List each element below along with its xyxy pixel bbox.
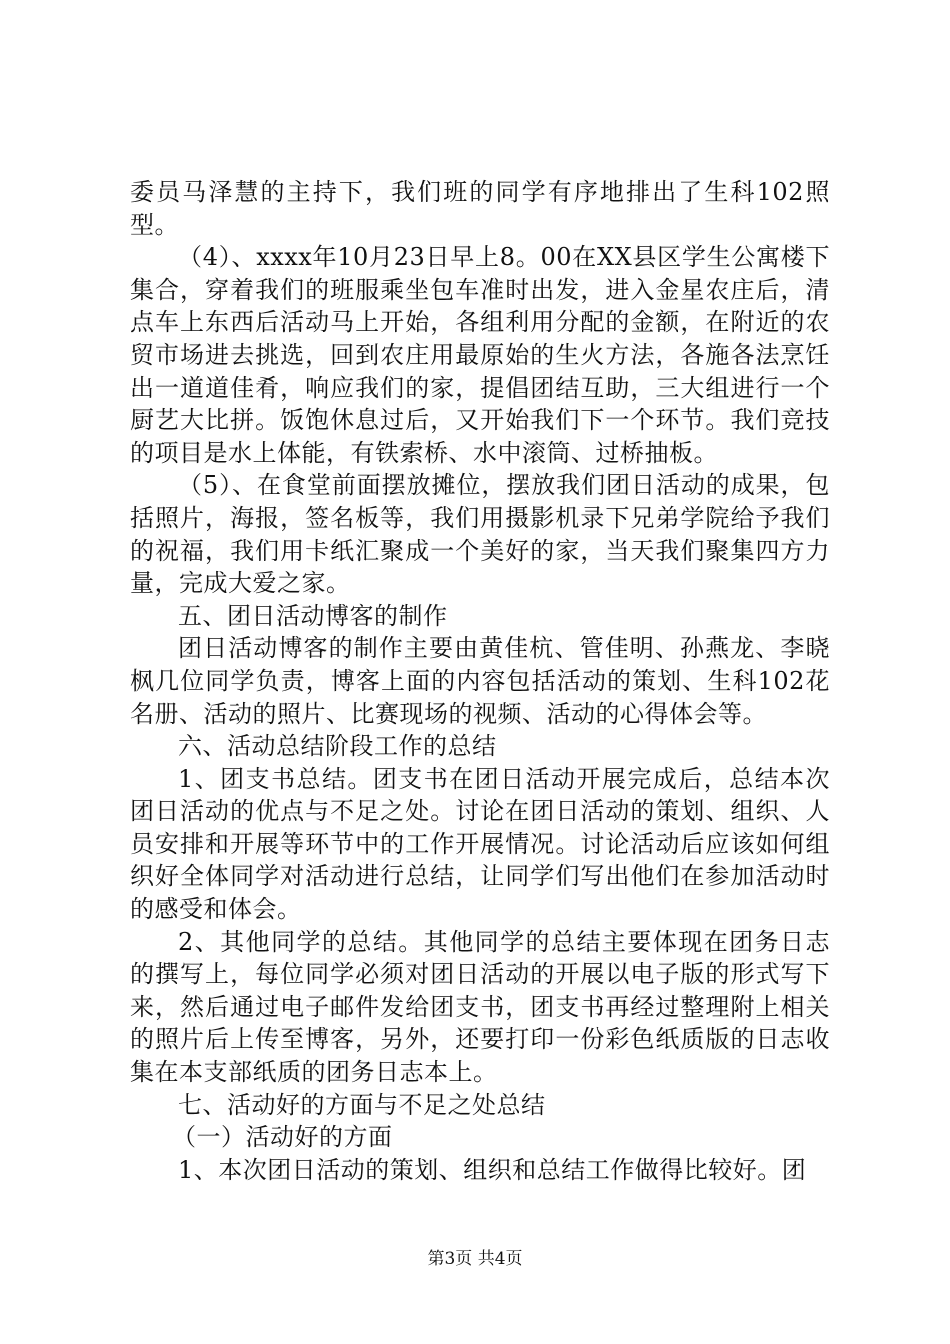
paragraph-summary-2: 2、其他同学的总结。其他同学的总结主要体现在团务日志的撰写上，每位同学必须对团日活动的开展以电子版的形式写下来，然后通过电子邮件发给团支书，团支书再经过整理附上相关的照片后上传至博客，另外，还要打印一份彩色纸质版的日志收集在本支部纸质的团务日志本上。: [130, 927, 830, 1087]
section-heading-6: 六、活动总结阶段工作的总结: [178, 732, 497, 761]
section-heading-5: 五、团日活动博客的制作: [178, 601, 448, 630]
paragraph-item-5: （5）、在食堂前面摆放摊位，摆放我们团日活动的成果，包括照片，海报，签名板等，我们用摄影机录下兄弟学院给予我们的祝福，我们用卡纸汇聚成一个美好的家，当天我们聚集四方力量，完成大爱之家。: [130, 471, 830, 598]
paragraph-continuation: 委员马泽慧的主持下，我们班的同学有序地排出了生科102照型。: [130, 178, 830, 239]
paragraph-item-4: （4）、xxxx年10月23日早上8。00在XX县区学生公寓楼下集合，穿着我们的班服乘坐包车准时出发，进入金星农庄后，清点车上东西后活动马上开始，各组利用分配的金额，在附近的农贸市场进去挑选，回到农庄用最原始的生火方法，各施各法烹饪出一道道佳肴，响应我们的家，提倡团结互助，三大组进行一个厨艺大比拼。饭饱休息过后，又开始我们下一个环节。我们竞技的项目是水上体能，有铁索桥、水中滚筒、过桥抽板。: [130, 243, 830, 467]
document-body: [130, 176, 830, 1186]
paragraph-blog: 团日活动博客的制作主要由黄佳杭、管佳明、孙燕龙、李晓枫几位同学负责，博客上面的内容包括活动的策划、生科102花名册、活动的照片、比赛现场的视频、活动的心得体会等。: [130, 634, 830, 728]
subsection-heading-1: （一）活动好的方面: [172, 1123, 393, 1152]
page-footer: 第3页 共4页: [427, 1249, 523, 1269]
section-heading-7: 七、活动好的方面与不足之处总结: [178, 1090, 546, 1119]
paragraph-good-1: 1、本次团日活动的策划、组织和总结工作做得比较好。团: [178, 1155, 807, 1184]
paragraph-summary-1: 1、团支书总结。团支书在团日活动开展完成后，总结本次团日活动的优点与不足之处。讨论在团日活动的策划、组织、人员安排和开展等环节中的工作开展情况。讨论活动后应该如何组织好全体同学对活动进行总结，让同学们写出他们在参加活动时的感受和体会。: [130, 764, 830, 924]
